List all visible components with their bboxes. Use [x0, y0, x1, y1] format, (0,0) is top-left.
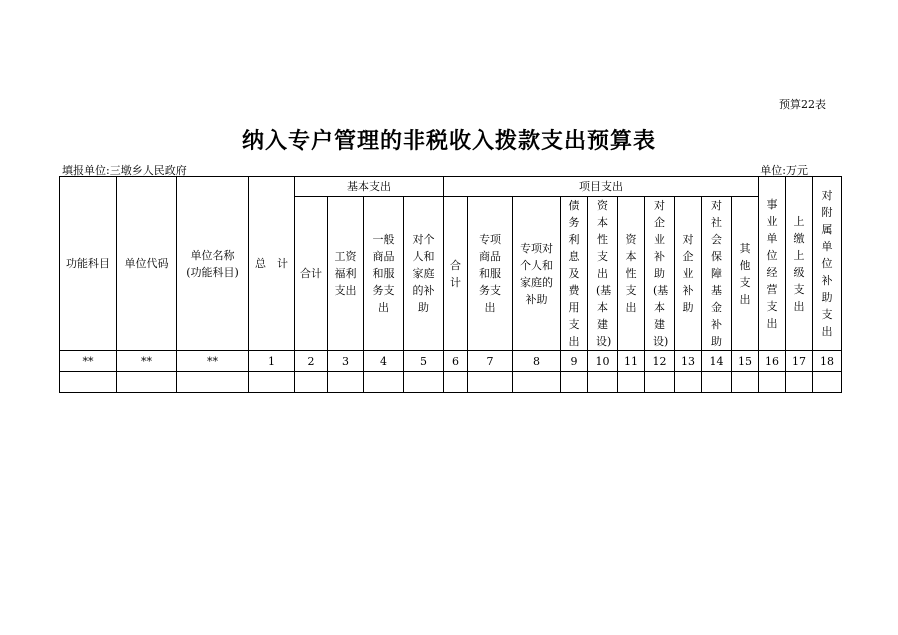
header-upper-text: 上缴上级支出: [793, 214, 805, 313]
index-cell: 18: [813, 351, 842, 372]
header-proj-debt: [561, 197, 588, 351]
form-number: 预算22表: [779, 98, 826, 111]
header-proj-other-text: 其他支出: [739, 241, 751, 306]
header-basic-wage-text: 工资福利支出: [334, 250, 357, 297]
index-row: [60, 351, 842, 372]
data-cell: [117, 372, 177, 393]
data-cell: [177, 372, 249, 393]
data-cell: [468, 372, 513, 393]
index-cell: 9: [561, 351, 588, 372]
header-unit-name: [177, 177, 249, 351]
index-cell: 8: [513, 351, 561, 372]
header-biz-unit-text: 事业单位经营支出: [766, 197, 778, 330]
header-basic-subsidy: [404, 197, 444, 351]
index-cell: 3: [328, 351, 364, 372]
header-proj-subsidy-text: 专项对个人和家庭的补助: [520, 241, 553, 306]
header-basic-wage: [328, 197, 364, 351]
currency-unit: 单位:万元: [760, 164, 808, 177]
header-proj-ent-build-text: 对企业补助(基本建设): [653, 199, 669, 348]
header-proj-ent-text: 对企业补助: [682, 233, 694, 314]
header-proj-subsidy: [513, 197, 561, 351]
header-proj-capital: [618, 197, 645, 351]
header-proj-capital-build: [588, 197, 618, 351]
header-proj-ent-build: [645, 197, 675, 351]
header-unit-code: 单位代码: [117, 177, 177, 351]
data-cell: [295, 372, 328, 393]
data-cell: [813, 372, 842, 393]
header-affiliated-text: 对附属单位补助支出: [821, 189, 833, 338]
data-cell: [364, 372, 404, 393]
filler-unit: 填报单位:三墩乡人民政府: [62, 164, 187, 177]
index-cell: 14: [702, 351, 732, 372]
index-cell: 4: [364, 351, 404, 372]
header-proj-debt-text: 债务利息及费用支出: [568, 199, 580, 348]
data-cell: [404, 372, 444, 393]
header-proj-goods-text: 专项商品和服务支出: [479, 233, 501, 314]
header-proj-ent: [675, 197, 702, 351]
header-proj-social-text: 对社会保障基金补助: [711, 199, 722, 348]
header-affiliated: [813, 177, 842, 351]
group-project: 项目支出: [444, 177, 759, 197]
index-cell: 12: [645, 351, 675, 372]
data-cell: [732, 372, 759, 393]
header-proj-total-text: 合计: [450, 258, 461, 289]
budget-table: [59, 176, 842, 393]
header-basic-total: 合计: [295, 197, 328, 351]
header-proj-capital-build-text: 资本性支出(基本建设): [596, 199, 612, 348]
header-biz-unit: [759, 177, 786, 351]
empty-data-row: [60, 372, 842, 393]
data-cell: [675, 372, 702, 393]
index-cell: 11: [618, 351, 645, 372]
header-unit-name-line2: (功能科目): [186, 265, 239, 279]
header-proj-total: [444, 197, 468, 351]
index-cell: 16: [759, 351, 786, 372]
data-cell: [759, 372, 786, 393]
header-func-subject: 功能科目: [60, 177, 117, 351]
data-cell: [786, 372, 813, 393]
header-proj-social: [702, 197, 732, 351]
header-proj-capital-text: 资本性支出: [625, 233, 637, 314]
data-cell: [588, 372, 618, 393]
data-cell: [444, 372, 468, 393]
group-basic: 基本支出: [295, 177, 444, 197]
index-cell: 1: [249, 351, 295, 372]
header-upper: [786, 177, 813, 351]
data-cell: [513, 372, 561, 393]
data-cell: [561, 372, 588, 393]
index-cell: 10: [588, 351, 618, 372]
header-basic-goods: [364, 197, 404, 351]
index-cell: 5: [404, 351, 444, 372]
header-proj-other: [732, 197, 759, 351]
index-cell: 13: [675, 351, 702, 372]
index-cell: **: [117, 351, 177, 372]
index-cell: 17: [786, 351, 813, 372]
header-basic-subsidy-text: 对个人和家庭的补助: [412, 233, 435, 314]
index-cell: **: [177, 351, 249, 372]
data-cell: [249, 372, 295, 393]
data-cell: [328, 372, 364, 393]
index-cell: **: [60, 351, 117, 372]
header-total: 总 计: [249, 177, 295, 351]
header-proj-goods: [468, 197, 513, 351]
index-cell: 6: [444, 351, 468, 372]
header-unit-name-line1: 单位名称: [190, 248, 235, 262]
index-cell: 15: [732, 351, 759, 372]
data-cell: [702, 372, 732, 393]
index-cell: 2: [295, 351, 328, 372]
index-cell: 7: [468, 351, 513, 372]
header-basic-goods-text: 一般商品和服务支出: [372, 233, 395, 314]
data-cell: [60, 372, 117, 393]
data-cell: [645, 372, 675, 393]
data-cell: [618, 372, 645, 393]
page-title: 纳入专户管理的非税收入拨款支出预算表: [241, 129, 656, 154]
